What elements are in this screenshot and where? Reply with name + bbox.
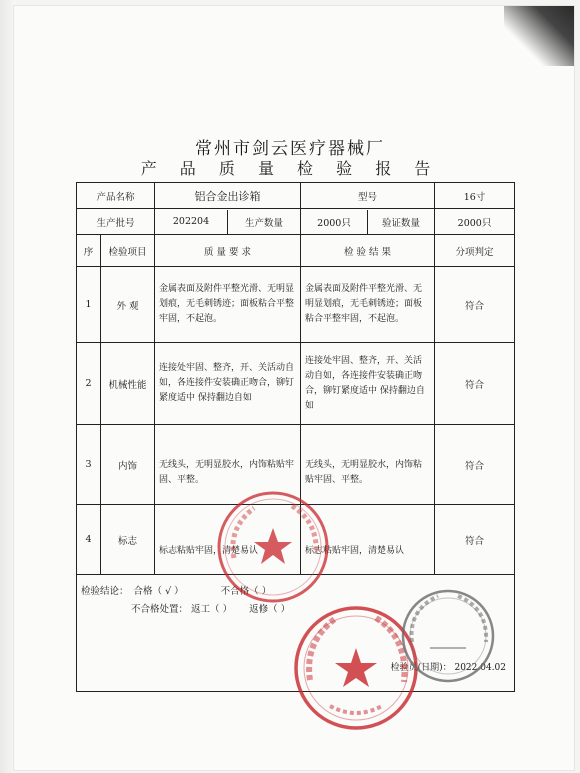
disposal-label: 不合格处置： (131, 604, 189, 615)
row-item: 机械性能 (101, 343, 155, 425)
info-row-1 (77, 183, 515, 209)
col-result: 检 验 结 果 (301, 235, 435, 267)
inspector-date: 检验员(日期)： 2022.04.02 (390, 663, 507, 673)
qc-seal-stamp (398, 586, 498, 686)
conclusion-label: 检验结论： (81, 586, 129, 597)
fail-option: 不合格（ ） (220, 586, 272, 597)
pass-option: 合格（ √ ） (133, 586, 184, 597)
row-seq: 3 (77, 425, 101, 505)
row-requirement: 连接处牢固、整齐，开、关活动自如，各连接件安装确正吻合，铆钉紧度适中 保持翻边自如 (155, 343, 301, 425)
model-value: 16寸 (435, 183, 515, 209)
company-seal-stamp (214, 488, 332, 606)
col-verdict: 分项判定 (435, 235, 515, 267)
row-verdict: 符合 (435, 267, 515, 343)
row-seq: 1 (77, 267, 101, 343)
col-requirement: 质 量 要 求 (155, 235, 301, 267)
row-result: 标志粘贴牢固，清楚易认 (301, 505, 435, 575)
product-name-label: 产品名称 (77, 183, 155, 209)
row-item: 外 观 (101, 267, 155, 343)
row-verdict: 符合 (435, 505, 515, 575)
repair-option: 返修（ ） (249, 604, 291, 615)
table-row (77, 343, 515, 425)
company-name: 常州市剑云医疗器械厂 (195, 139, 385, 159)
row-requirement: 标志粘贴牢固，清楚易认 (155, 505, 301, 575)
qty-label: 生产数量 (245, 217, 284, 229)
verified-value: 2000只 (435, 209, 515, 235)
rework-option: 返工（ ） (191, 604, 233, 615)
column-header-row (77, 235, 515, 267)
row-requirement: 金属表面及附件平整光滑、无明显划痕，无毛刺锈迹；面板粘合平整牢固，不起泡。 (155, 267, 301, 343)
product-name-value: 铝合金出诊箱 (155, 183, 301, 209)
col-item: 检验项目 (101, 235, 155, 267)
row-verdict: 符合 (435, 343, 515, 425)
row-item: 内饰 (101, 425, 155, 505)
row-verdict: 符合 (435, 425, 515, 505)
info-row-2 (77, 209, 515, 235)
row-item: 标志 (101, 505, 155, 575)
row-seq: 4 (77, 505, 101, 575)
table-row (77, 267, 515, 343)
row-requirement: 无线头，无明显胶水，内饰粘贴牢固、平整。 (155, 425, 301, 505)
row-result: 金属表面及附件平整光滑、无明显划痕，无毛刺锈迹；面板粘合平整牢固，不起泡。 (301, 267, 435, 343)
col-seq: 序 (77, 235, 101, 267)
report-title: 产 品 质 量 检 验 报 告 (140, 159, 440, 178)
verified-label: 验证数量 (382, 217, 421, 229)
scan-shadow (504, 6, 574, 66)
row-result: 无线头，无明显胶水，内饰粘贴牢固、平整。 (301, 425, 435, 505)
qty-value: 2000只 (301, 210, 368, 234)
batch-label: 生产批号 (77, 209, 155, 235)
row-seq: 2 (77, 343, 101, 425)
batch-value: 202204 (155, 210, 228, 234)
row-result: 连接处牢固、整齐，开、关活动自如，各连接件安装确正吻合，铆钉紧度适中 保持翻边自如 (301, 343, 435, 425)
model-label: 型号 (301, 183, 435, 209)
